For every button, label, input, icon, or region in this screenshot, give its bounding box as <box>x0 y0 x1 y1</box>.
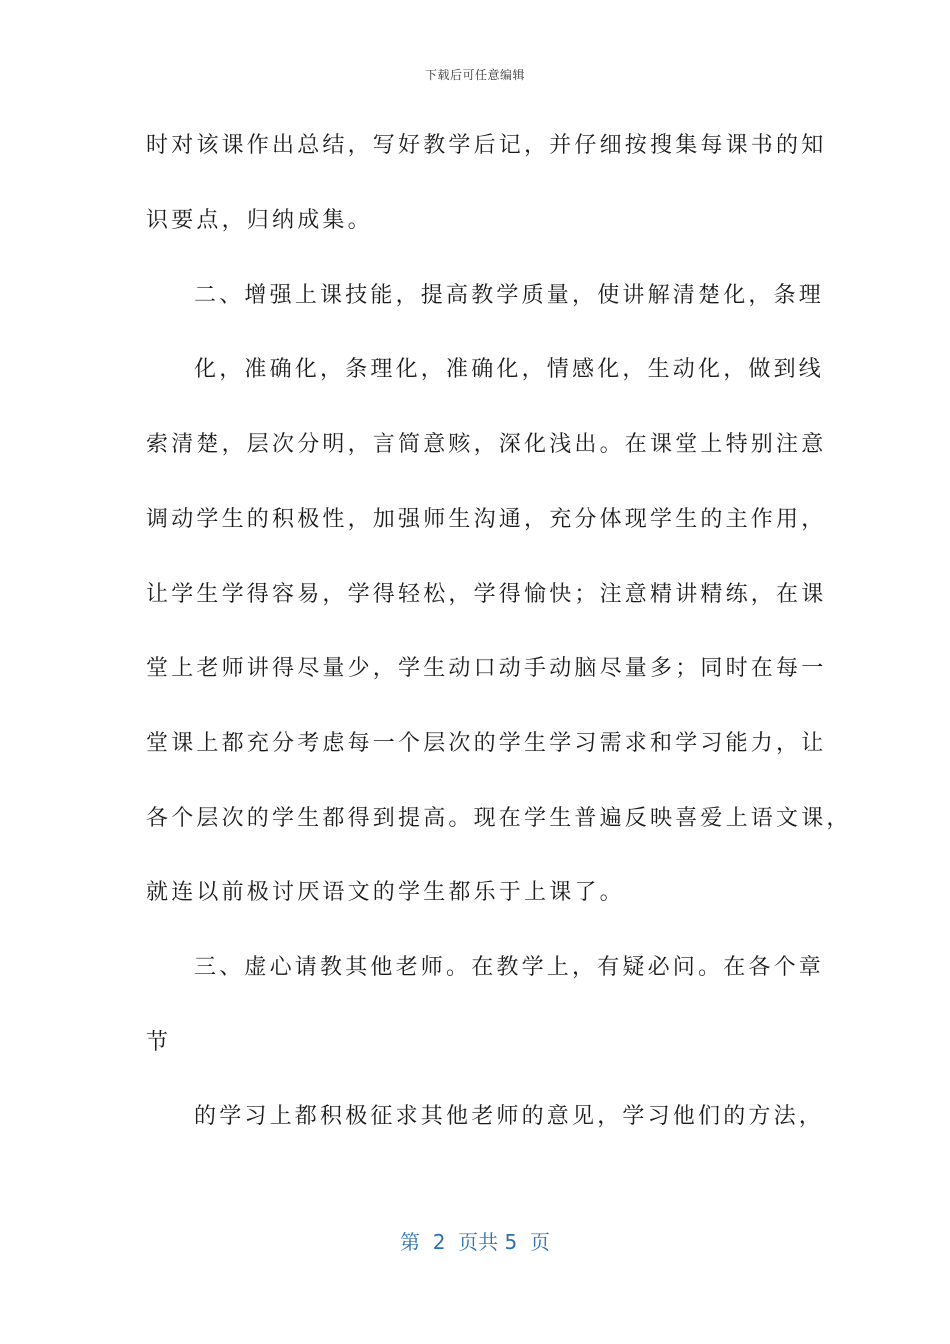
body-line-8: 堂上老师讲得尽量少，学生动口动手动脑尽量多；同时在每一 <box>146 656 827 681</box>
body-line-1: 时对该课作出总结，写好教学后记，并仔细按搜集每课书的知 <box>146 133 827 158</box>
body-line-13: 节 <box>146 1030 172 1055</box>
body-line-10: 各个层次的学生都得到提高。现在学生普遍反映喜爱上语文课， <box>146 806 852 831</box>
body-line-11: 就连以前极讨厌语文的学生都乐于上课了。 <box>146 880 625 905</box>
page-header: 下载后可任意编辑 <box>424 68 525 82</box>
body-line-2: 识要点，归纳成集。 <box>146 208 373 233</box>
body-line-6: 调动学生的积极性，加强师生沟通，充分体现学生的主作用， <box>146 507 827 532</box>
body-line-3: 二、增强上课技能，提高教学质量，使讲解清楚化，条理 <box>194 283 825 308</box>
body-line-7: 让学生学得容易，学得轻松，学得愉快；注意精讲精练，在课 <box>146 582 827 607</box>
body-line-5: 索清楚，层次分明，言简意赅，深化浅出。在课堂上特别注意 <box>146 432 827 457</box>
page-number-footer: 第 2 页共 5 页 <box>400 1230 550 1254</box>
body-line-4: 化，准确化，条理化，准确化，情感化，生动化，做到线 <box>194 357 825 382</box>
body-line-9: 堂课上都充分考虑每一个层次的学生学习需求和学习能力，让 <box>146 731 827 756</box>
body-line-14: 的学习上都积极征求其他老师的意见，学习他们的方法， <box>194 1104 825 1129</box>
body-line-12: 三、虚心请教其他老师。在教学上，有疑必问。在各个章 <box>194 955 825 980</box>
